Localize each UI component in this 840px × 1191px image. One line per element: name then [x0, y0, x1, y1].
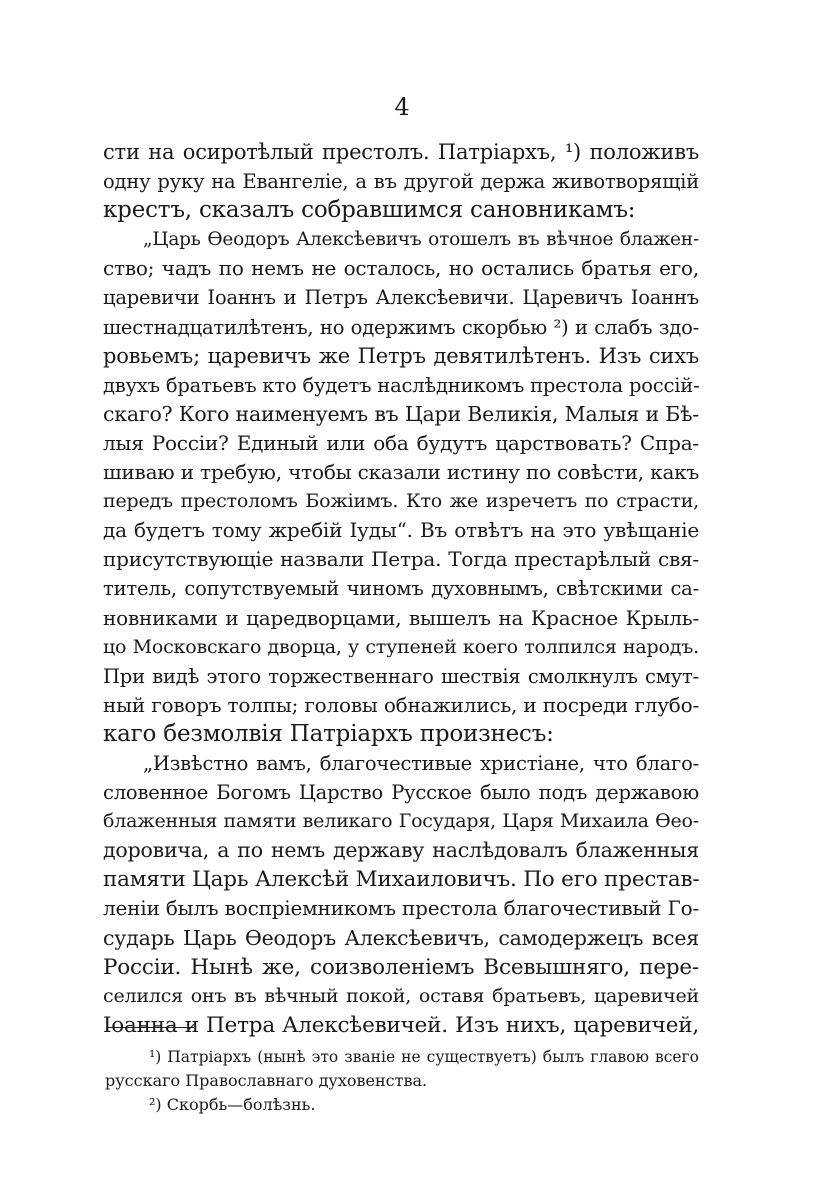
footnote-1-line: ¹) Патріархъ (нынѣ это званіе не существуетъ) былъ главою всего [149, 1048, 699, 1066]
footnotes [105, 1045, 699, 1117]
footnote-1-line: русскаго Православнаго духовенства. [105, 1071, 428, 1090]
text-line: каго безмолвія Патріархъ произнесъ: [103, 720, 554, 747]
text-line: блаженныя памяти великаго Государя, Царя Михаила Ѳео- [103, 810, 699, 833]
text-line: ный говоръ толпы; головы обнажились, и посреди глубо- [103, 692, 699, 717]
text-line: При видѣ этого торжественнаго шествія смолкнулъ смут- [103, 664, 699, 688]
text-line: ровьемъ; царевичъ же Петръ девятилѣтенъ. Изъ сихъ [103, 343, 699, 368]
text-line: селился онъ въ вѣчный покой, оставя братьевъ, царевичей [103, 984, 699, 1007]
text-line: шестнадцатилѣтенъ, но одержимъ скорбью ²) и слабъ здо- [103, 315, 699, 339]
text-line: доровича, а по немъ державу наслѣдовалъ блаженныя [103, 838, 699, 863]
footnote-2-line: ²) Скорбь—болѣзнь. [149, 1095, 316, 1114]
text-line: сударь Царь Ѳеодоръ Алексѣевичъ, самодержецъ всея [103, 925, 699, 950]
text-line: шиваю и требую, чтобы сказали истину по совѣсти, какъ [103, 460, 699, 485]
text-line: „Извѣстно вамъ, благочестивые христіане, что благо- [143, 751, 699, 775]
text-line: леніи былъ воспріемникомъ престола благочестивый Го- [103, 896, 699, 921]
text-line: титель, сопутствуемый чиномъ духовнымъ, свѣтскими са- [103, 577, 699, 601]
text-line: Іоанна и Петра Алексѣевичей. Изъ нихъ, царевичей, [103, 1012, 699, 1038]
body-text [103, 138, 699, 1040]
text-line: сти на осиротѣлый престолъ. Патріархъ, ¹) положивъ [103, 140, 699, 164]
text-line: памяти Царь Алексѣй Михаиловичъ. По его престав- [103, 867, 700, 893]
text-line: новниками и царедворцами, вышелъ на Красное Крыль- [103, 605, 699, 630]
text-line: крестъ, сказалъ собравшимся сановникамъ: [103, 197, 636, 224]
text-line: скаго? Кого наименуемъ въ Цари Великія, Малыя и Бѣ- [103, 401, 699, 426]
text-line: цо Московскаго дворца, у ступеней коего толпился народъ. [103, 635, 699, 658]
text-line: одну руку на Евангеліе, а въ другой держа животворящій [103, 170, 699, 194]
text-line: словенное Богомъ Царство Русское было подъ державою [103, 781, 699, 805]
text-line: Россіи. Нынѣ же, соизволеніемъ Всевышняго, пере- [103, 954, 699, 980]
footnote-divider [106, 1027, 194, 1028]
text-line: передъ престоломъ Божіимъ. Кто же изречетъ по страсти, [103, 490, 699, 513]
text-line: ство; чадъ по немъ не осталось, но остались братья его, [103, 256, 699, 281]
text-line: двухъ братьевъ кто будетъ наслѣдникомъ престола россій- [103, 373, 700, 397]
page-number: 4 [394, 93, 410, 121]
text-line: „Царь Ѳеодоръ Алексѣевичъ отошелъ въ вѣчное блажен- [143, 229, 699, 251]
text-line: да будетъ тому жребій Іуды“. Въ отвѣтъ на это увѣщаніе [103, 518, 699, 543]
text-line: присутствующіе назвали Петра. Тогда престарѣлый свя- [103, 547, 699, 572]
text-line: царевичи Іоаннъ и Петръ Алексѣевичи. Царевичъ Іоаннъ [103, 286, 699, 310]
text-line: лыя Россіи? Единый или оба будутъ царствовать? Спра- [103, 430, 699, 455]
